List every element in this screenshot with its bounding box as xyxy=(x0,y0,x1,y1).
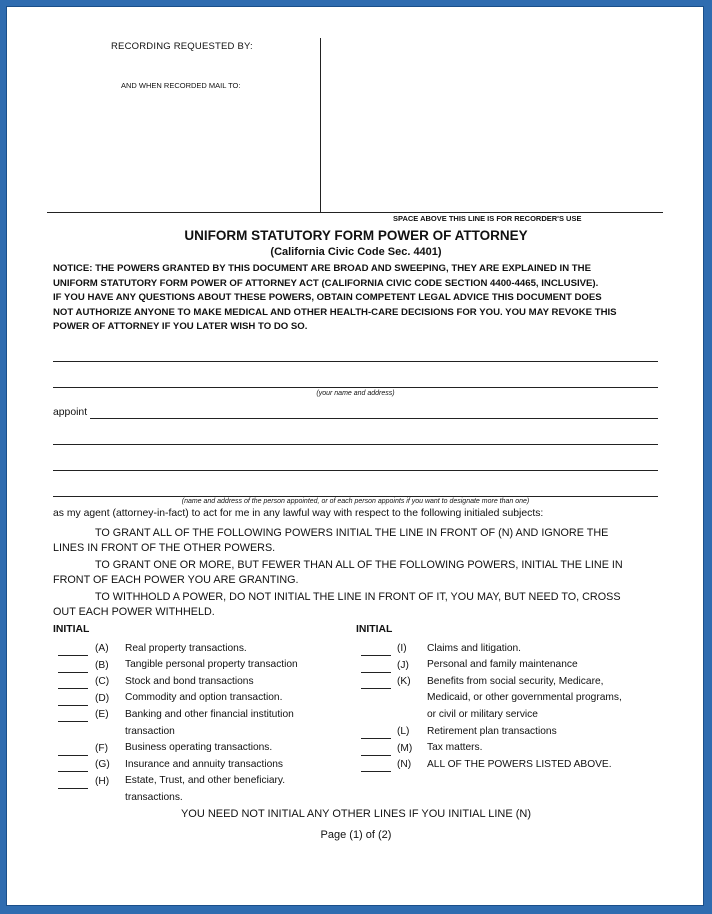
power-description: Claims and litigation. xyxy=(427,642,521,654)
notice-line: IF YOU HAVE ANY QUESTIONS ABOUT THESE POWERS, OBTAIN COMPETENT LEGAL ADVICE THIS DOCUMENT DOES xyxy=(53,292,602,303)
notice-line: NOTICE: THE POWERS GRANTED BY THIS DOCUMENT ARE BROAD AND SWEEPING, THEY ARE EXPLAINED IN THE xyxy=(53,263,591,274)
instruction-line: LINES IN FRONT OF THE OTHER POWERS. xyxy=(53,542,276,554)
initial-blank[interactable] xyxy=(361,672,391,673)
power-description: Commodity and option transaction. xyxy=(125,692,283,704)
power-code: (C) xyxy=(95,676,110,688)
power-code: (H) xyxy=(95,775,110,787)
notice-line: NOT AUTHORIZE ANYONE TO MAKE MEDICAL AND OTHER HEALTH-CARE DECISIONS FOR YOU. YOU MAY REVOKE THIS xyxy=(53,306,617,318)
initial-heading-right: INITIAL xyxy=(356,624,393,635)
recording-requested-label: RECORDING REQUESTED BY: xyxy=(111,41,253,52)
recorder-divider-horizontal xyxy=(47,212,663,213)
power-code: (K) xyxy=(397,676,411,688)
recorder-divider-vertical xyxy=(320,38,321,212)
initial-blank[interactable] xyxy=(361,655,391,656)
initial-blank[interactable] xyxy=(58,688,88,689)
initial-blank[interactable] xyxy=(58,705,88,706)
power-description: or civil or military service xyxy=(427,708,538,720)
instruction-line: OUT EACH POWER WITHHELD. xyxy=(53,606,215,618)
power-code: (A) xyxy=(95,643,109,654)
power-description: transaction xyxy=(125,725,175,737)
instruction-line: TO GRANT ALL OF THE FOLLOWING POWERS INITIAL THE LINE IN FRONT OF (N) AND IGNORE THE xyxy=(95,527,609,539)
instruction-grant-all xyxy=(53,526,659,556)
power-code: (N) xyxy=(397,759,412,771)
power-code: (L) xyxy=(397,726,410,737)
name-caption: (your name and address) xyxy=(316,390,395,397)
agent-line-1[interactable] xyxy=(53,444,658,445)
agent-line-3[interactable] xyxy=(53,496,658,497)
initial-blank[interactable] xyxy=(58,771,88,772)
power-code: (G) xyxy=(95,759,110,771)
power-description: Real property transactions. xyxy=(125,642,247,654)
instruction-line: FRONT OF EACH POWER YOU ARE GRANTING. xyxy=(53,574,299,586)
power-description: Insurance and annuity transactions xyxy=(125,758,284,770)
page-title: UNIFORM STATUTORY FORM POWER OF ATTORNEY xyxy=(184,228,528,243)
power-code: (D) xyxy=(95,692,110,704)
initial-blank[interactable] xyxy=(361,755,391,756)
power-description: Banking and other financial institution xyxy=(125,708,294,720)
page-number: Page (1) of (2) xyxy=(320,829,392,841)
power-description: Retirement plan transactions xyxy=(427,725,557,737)
power-description: ALL OF THE POWERS LISTED ABOVE. xyxy=(427,758,612,770)
power-description: Stock and bond transactions xyxy=(125,675,254,687)
recorder-space-label: SPACE ABOVE THIS LINE IS FOR RECORDER'S USE xyxy=(393,214,582,223)
instruction-withhold xyxy=(53,590,659,620)
power-description: Tax matters. xyxy=(427,742,483,754)
appoint-label: appoint xyxy=(53,407,88,418)
power-code: (F) xyxy=(95,742,109,754)
power-description: Business operating transactions. xyxy=(125,742,273,754)
notice-block xyxy=(53,262,659,335)
initial-blank[interactable] xyxy=(361,688,391,689)
initial-blank[interactable] xyxy=(58,755,88,756)
power-code: (M) xyxy=(397,742,413,754)
initial-blank[interactable] xyxy=(58,655,88,656)
power-code: (B) xyxy=(95,659,109,671)
power-description: Medicaid, or other governmental programs, xyxy=(427,692,622,704)
power-description: transactions. xyxy=(125,791,183,803)
power-description: Estate, Trust, and other beneficiary. xyxy=(125,775,286,787)
appoint-line[interactable] xyxy=(90,418,658,419)
principal-name-line-2[interactable] xyxy=(53,387,658,388)
instruction-line: TO WITHHOLD A POWER, DO NOT INITIAL THE LINE IN FRONT OF IT, YOU MAY, BUT NEED TO, CROSS xyxy=(95,591,621,603)
agent-line-2[interactable] xyxy=(53,470,658,471)
initial-blank[interactable] xyxy=(361,771,391,772)
initial-heading-left: INITIAL xyxy=(53,624,90,635)
initial-blank[interactable] xyxy=(58,672,88,673)
agent-text: as my agent (attorney-in-fact) to act for me in any lawful way with respect to the following initialed subjects: xyxy=(53,508,544,519)
principal-name-line-1[interactable] xyxy=(53,361,658,362)
recorded-mail-to-label: AND WHEN RECORDED MAIL TO: xyxy=(121,81,241,90)
instruction-grant-some xyxy=(53,558,659,588)
initial-n-note: YOU NEED NOT INITIAL ANY OTHER LINES IF YOU INITIAL LINE (N) xyxy=(180,808,532,820)
instruction-line: TO GRANT ONE OR MORE, BUT FEWER THAN ALL OF THE FOLLOWING POWERS, INITIAL THE LINE IN xyxy=(95,559,623,571)
power-code: (J) xyxy=(397,659,409,671)
initial-blank[interactable] xyxy=(58,788,88,789)
power-description: Tangible personal property transaction xyxy=(125,659,298,671)
initial-blank[interactable] xyxy=(58,721,88,722)
notice-line: UNIFORM STATUTORY FORM POWER OF ATTORNEY ACT (CALIFORNIA CIVIC CODE SECTION 4400-4465, INCLUSIVE). xyxy=(53,277,599,289)
initial-blank[interactable] xyxy=(361,738,391,739)
notice-line: POWER OF ATTORNEY IF YOU LATER WISH TO DO SO. xyxy=(53,321,308,332)
power-code: (I) xyxy=(397,643,407,654)
power-description: Benefits from social security, Medicare, xyxy=(427,675,604,687)
power-description: Personal and family maintenance xyxy=(427,659,578,671)
agent-caption: (name and address of the person appointed, or of each person appoints if you want to designate more than one) xyxy=(181,498,530,505)
page-subtitle: (California Civic Code Sec. 4401) xyxy=(270,246,442,258)
power-code: (E) xyxy=(95,709,109,721)
